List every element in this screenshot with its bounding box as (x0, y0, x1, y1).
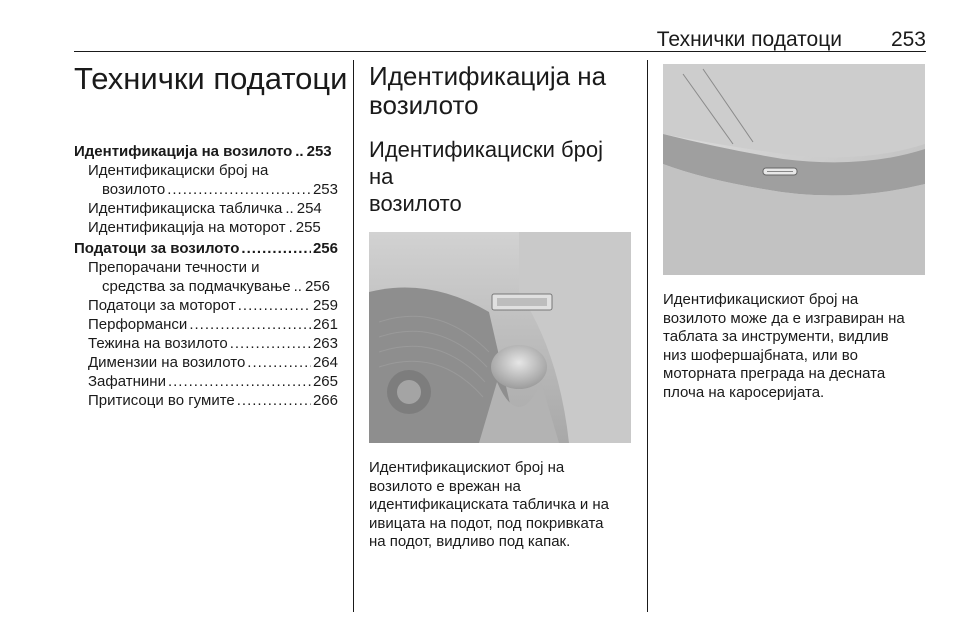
toc-page: 259 (312, 297, 338, 314)
paragraph-line: плоча на каросеријата. (663, 383, 825, 401)
toc-label: Тежина на возилото (88, 335, 228, 352)
toc-page: 256 (312, 240, 338, 257)
paragraph-line: Идентификацискиот број на (369, 459, 565, 476)
subsection-title-line-1: Идентификациски број на (369, 137, 604, 189)
chapter-title: Технички податоци (74, 61, 348, 96)
toc-leader: .. (293, 278, 302, 295)
paragraph-line: возилото е врежан на (369, 477, 521, 495)
paragraph-line: идентификациската табличка и на (369, 496, 610, 513)
toc-leader (241, 239, 311, 258)
toc-label: Идентификација на моторот (88, 219, 286, 236)
toc-page: 255 (295, 219, 321, 236)
toc-label: Идентификациска табличка (88, 200, 283, 217)
toc-label: Димензии на возилото (88, 354, 246, 371)
paragraph-line: моторната преграда на десната (663, 365, 886, 382)
vehicle-id-column (369, 62, 631, 552)
column-divider-1 (353, 60, 354, 612)
header-title: Технички податоци (656, 28, 842, 51)
toc-leader (237, 391, 311, 410)
toc-label: Податоци за моторот (88, 297, 236, 314)
toc-leader: .. (295, 143, 304, 160)
toc-page: 261 (312, 316, 338, 333)
toc-leader: . (288, 219, 293, 236)
toc-page: 253 (306, 143, 332, 160)
toc-label: Перформанси (88, 316, 188, 333)
paragraph-line: возилото може да е изгравиран на (663, 309, 905, 327)
toc-entry[interactable] (74, 258, 338, 277)
toc-entry[interactable] (74, 296, 338, 315)
column-divider-2 (647, 60, 648, 612)
toc-page: 264 (312, 354, 338, 371)
table-of-contents (74, 142, 338, 410)
toc-page: 253 (312, 181, 338, 198)
toc-leader (167, 180, 311, 199)
subsection-title-line-2: возилото (369, 191, 462, 216)
toc-page: 256 (304, 278, 330, 295)
paragraph-plate (369, 459, 631, 552)
toc-label: средства за подмачкување (102, 278, 291, 295)
toc-label: Идентификација на возилото (74, 143, 293, 160)
toc-label: Податоци за возилото (74, 240, 240, 257)
section-title (369, 62, 631, 120)
toc-leader (168, 372, 311, 391)
subsection-title (369, 136, 631, 217)
toc-page: 266 (312, 392, 338, 409)
paragraph-line: низ шофершајбната, или во (663, 346, 858, 364)
toc-label: Препорачани течности и (88, 259, 260, 276)
toc-label: Зафатнини (88, 373, 166, 390)
paragraph-line: таблата за инструменти, видлив (663, 328, 889, 345)
toc-entry[interactable] (74, 180, 338, 199)
toc-entry[interactable] (74, 239, 338, 258)
toc-label: возилото (102, 181, 166, 198)
toc-entry[interactable] (74, 391, 338, 410)
toc-entry[interactable] (74, 372, 338, 391)
toc-page: 254 (296, 200, 322, 217)
toc-label: Идентификациски број на (88, 162, 269, 179)
windshield-photo (663, 64, 925, 275)
toc-entry[interactable] (74, 161, 338, 180)
windshield-column (663, 62, 926, 402)
toc-entry[interactable] (74, 199, 338, 218)
paragraph-windshield (663, 291, 926, 402)
paragraph-line: Идентификацискиот број на (663, 291, 859, 308)
toc-entry[interactable] (74, 353, 338, 372)
toc-leader (247, 353, 311, 372)
section-title-line-2: возилото (369, 90, 479, 120)
paragraph-line: на подот, видливо под капак. (369, 533, 571, 550)
section-title-line-1: Идентификација на (369, 61, 607, 91)
toc-page: 263 (312, 335, 338, 352)
floor-plate-photo (369, 232, 631, 443)
paragraph-line: ивицата на подот, под покривката (369, 514, 604, 532)
toc-entry[interactable] (74, 142, 338, 161)
toc-entry[interactable] (74, 315, 338, 334)
toc-leader (189, 315, 311, 334)
toc-leader (238, 296, 311, 315)
toc-entry[interactable] (74, 277, 338, 296)
toc-entry[interactable] (74, 334, 338, 353)
running-header (74, 28, 926, 50)
page-number: 253 (890, 28, 926, 51)
toc-page: 265 (312, 373, 338, 390)
toc-label: Притисоци во гумите (88, 392, 235, 409)
header-rule (74, 51, 926, 52)
toc-column (74, 61, 348, 410)
toc-entry[interactable] (74, 218, 338, 237)
toc-leader: .. (285, 200, 294, 217)
toc-leader (230, 334, 311, 353)
